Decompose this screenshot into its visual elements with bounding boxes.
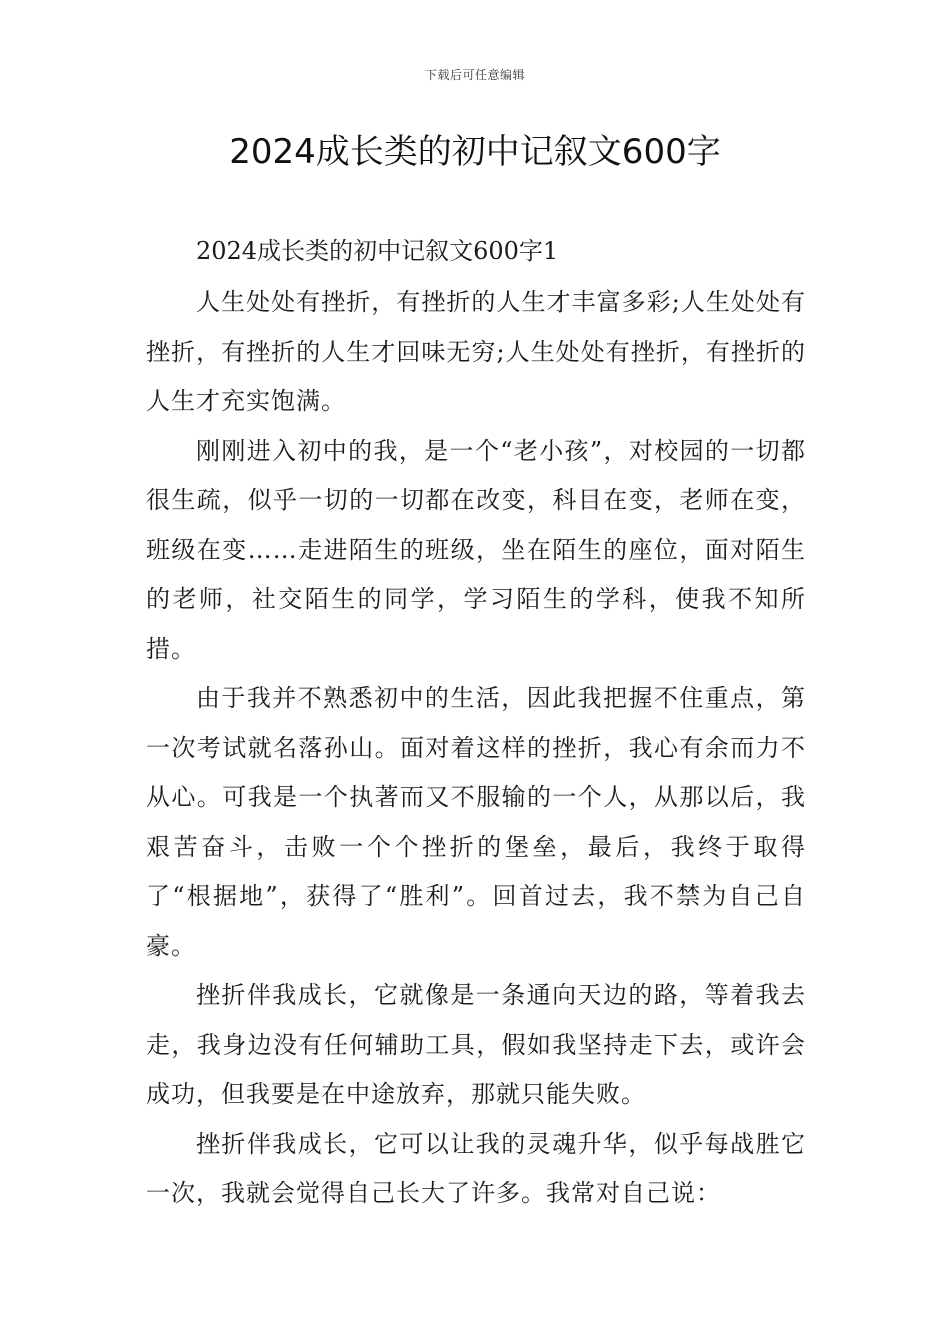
- paragraph-2: 刚刚进入初中的我，是一个“老小孩”，对校园的一切都很生疏，似乎一切的一切都在改变，科目在变，老师在变，班级在变……走进陌生的班级，坐在陌生的座位，面对陌生的老师，社交陌生的同学，学习陌生的学科，使我不知所措。: [146, 436, 806, 663]
- section-heading: 2024成长类的初中记叙文600字1: [196, 237, 559, 265]
- paragraph-4: 挫折伴我成长，它就像是一条通向天边的路，等着我去走，我身边没有任何辅助工具，假如我坚持走下去，或许会成功，但我要是在中途放弃，那就只能失败。: [146, 981, 806, 1108]
- paragraph-3: 由于我并不熟悉初中的生活，因此我把握不住重点，第一次考试就名落孙山。面对着这样的挫折，我心有余而力不从心。可我是一个执著而又不服输的一个人，从那以后，我艰苦奋斗，击败一个个挫折的堡垒，最后，我终于取得了“根据地”，获得了“胜利”。回首过去，我不禁为自己自豪。: [146, 684, 806, 960]
- paragraph-5: 挫折伴我成长，它可以让我的灵魂升华，似乎每战胜它一次，我就会觉得自己长大了许多。我常对自己说：: [146, 1129, 806, 1207]
- document-title: 2024成长类的初中记叙文600字: [229, 132, 721, 172]
- header-note: 下载后可任意编辑: [424, 68, 525, 82]
- paragraph-1: 人生处处有挫折，有挫折的人生才丰富多彩;人生处处有挫折，有挫折的人生才回味无穷;人生处处有挫折，有挫折的人生才充实饱满。: [146, 288, 806, 415]
- document-body: [146, 229, 806, 1219]
